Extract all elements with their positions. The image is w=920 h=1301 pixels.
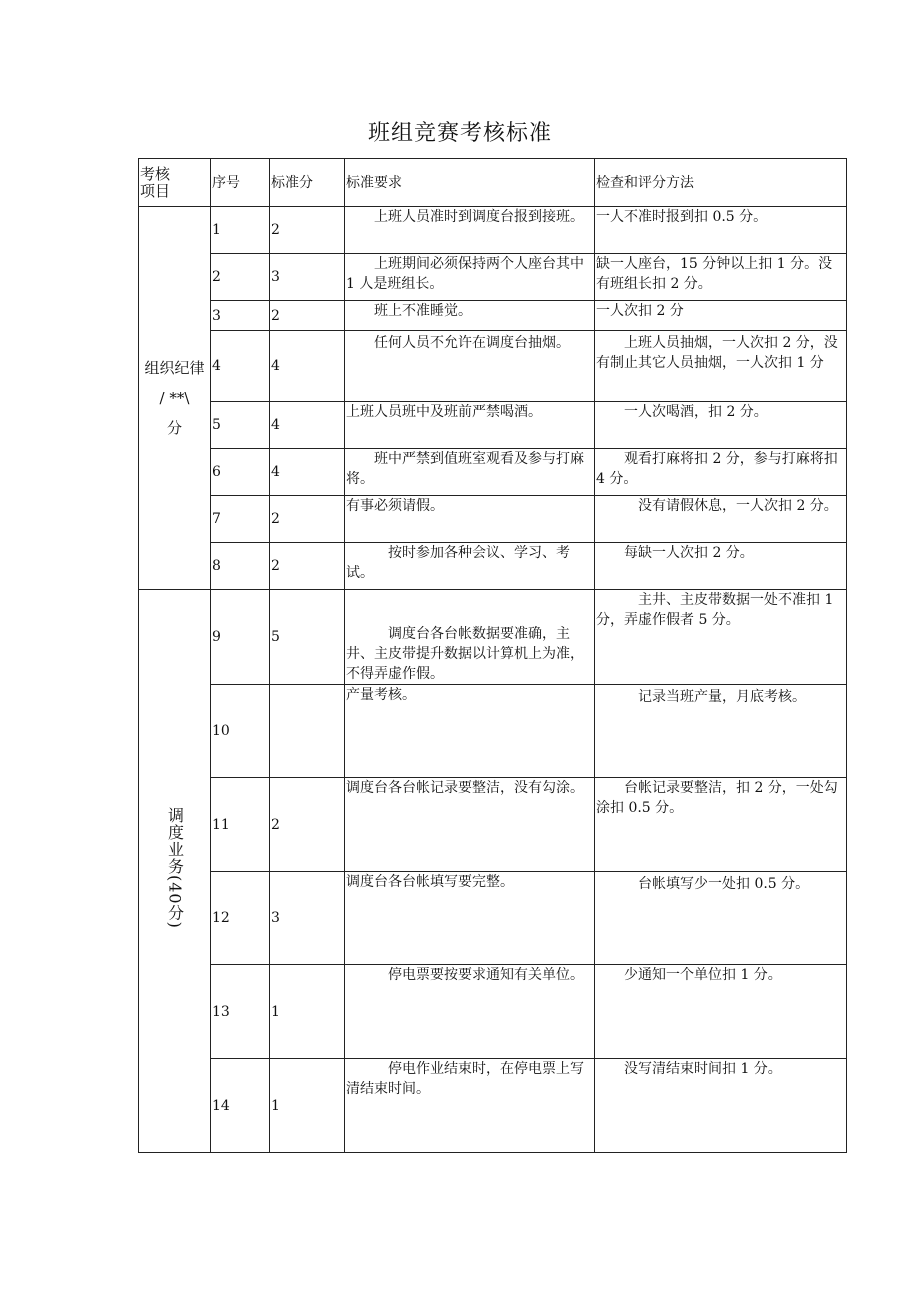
requirement-cell: 产量考核。 [345, 685, 595, 778]
table-row [139, 207, 847, 254]
requirement-cell: 停电作业结束时，在停电票上写清结束时间。 [345, 1059, 595, 1153]
category-dispatch [139, 590, 211, 1153]
seq-cell: 5 [211, 402, 270, 449]
score-cell: 5 [270, 590, 345, 685]
requirement-cell: 班上不准睡觉。 [345, 301, 595, 331]
table-row [139, 778, 847, 872]
score-cell: 4 [270, 331, 345, 402]
header-seq: 序号 [211, 159, 270, 207]
method-cell: 没写清结束时间扣 1 分。 [595, 1059, 847, 1153]
seq-cell: 6 [211, 449, 270, 496]
header-method: 检查和评分方法 [595, 159, 847, 207]
seq-cell: 4 [211, 331, 270, 402]
requirement-cell: 按时参加各种会议、学习、考试。 [345, 543, 595, 590]
score-cell [270, 685, 345, 778]
method-cell: 缺一人座台，15 分钟以上扣 1 分。没有班组长扣 2 分。 [595, 254, 847, 301]
score-cell: 3 [270, 872, 345, 965]
requirement-cell: 停电票要按要求通知有关单位。 [345, 965, 595, 1059]
category-label-line: 分 [166, 419, 182, 437]
table-row [139, 590, 847, 685]
table-row [139, 496, 847, 543]
header-category: 考核 项目 [139, 159, 211, 207]
document-title: 班组竞赛考核标准 [367, 121, 552, 146]
score-cell: 2 [270, 496, 345, 543]
requirement-cell: 任何人员不允许在调度台抽烟。 [345, 331, 595, 402]
requirement-cell: 上班期间必须保持两个人座台其中 1 人是班组长。 [345, 254, 595, 301]
seq-cell: 1 [211, 207, 270, 254]
table-row [139, 402, 847, 449]
score-cell: 4 [270, 402, 345, 449]
requirement-cell: 调度台各台帐填写要完整。 [345, 872, 595, 965]
seq-cell: 3 [211, 301, 270, 331]
requirement-cell: 调度台各台帐数据要准确，主井、主皮带提升数据以计算机上为准，不得弄虚作假。 [345, 590, 595, 685]
table-row [139, 449, 847, 496]
method-cell: 一人次扣 2 分 [595, 301, 847, 331]
method-cell: 主井、主皮带数据一处不准扣 1 分，弄虚作假者 5 分。 [595, 590, 847, 685]
table-row [139, 872, 847, 965]
requirement-cell: 调度台各台帐记录要整洁，没有勾涂。 [345, 778, 595, 872]
table-row [139, 331, 847, 402]
seq-cell: 8 [211, 543, 270, 590]
header-score: 标准分 [270, 159, 345, 207]
score-cell: 2 [270, 543, 345, 590]
seq-cell: 14 [211, 1059, 270, 1153]
table-row [139, 1059, 847, 1153]
score-cell: 1 [270, 965, 345, 1059]
method-cell: 一人次喝酒，扣 2 分。 [595, 402, 847, 449]
table-row [139, 685, 847, 778]
category-label-line: 组织纪律 [144, 359, 205, 377]
method-cell: 记录当班产量，月底考核。 [595, 685, 847, 778]
table-row [139, 254, 847, 301]
method-cell: 一人不准时报到扣 0.5 分。 [595, 207, 847, 254]
score-cell: 4 [270, 449, 345, 496]
category-label: 调度业务(40分) [165, 807, 185, 929]
score-cell: 3 [270, 254, 345, 301]
category-label-line: / **\ [159, 389, 190, 407]
seq-cell: 12 [211, 872, 270, 965]
seq-cell: 7 [211, 496, 270, 543]
method-cell: 台帐填写少一处扣 0.5 分。 [595, 872, 847, 965]
score-cell: 2 [270, 207, 345, 254]
method-cell: 没有请假休息，一人次扣 2 分。 [595, 496, 847, 543]
score-cell: 2 [270, 301, 345, 331]
score-cell: 1 [270, 1059, 345, 1153]
method-cell: 每缺一人次扣 2 分。 [595, 543, 847, 590]
score-cell: 2 [270, 778, 345, 872]
seq-cell: 10 [211, 685, 270, 778]
assessment-table [138, 158, 847, 1153]
header-requirement: 标准要求 [345, 159, 595, 207]
table-row [139, 301, 847, 331]
requirement-cell: 上班人员班中及班前严禁喝酒。 [345, 402, 595, 449]
seq-cell: 11 [211, 778, 270, 872]
method-cell: 台帐记录要整洁，扣 2 分，一处勾涂扣 0.5 分。 [595, 778, 847, 872]
requirement-cell: 班中严禁到值班室观看及参与打麻将。 [345, 449, 595, 496]
table-row [139, 965, 847, 1059]
method-cell: 观看打麻将扣 2 分，参与打麻将扣 4 分。 [595, 449, 847, 496]
table-row [139, 543, 847, 590]
seq-cell: 2 [211, 254, 270, 301]
seq-cell: 13 [211, 965, 270, 1059]
category-discipline [139, 207, 211, 590]
requirement-cell: 有事必须请假。 [345, 496, 595, 543]
requirement-cell: 上班人员准时到调度台报到接班。 [345, 207, 595, 254]
method-cell: 少通知一个单位扣 1 分。 [595, 965, 847, 1059]
header-row [139, 159, 847, 207]
method-cell: 上班人员抽烟，一人次扣 2 分，没有制止其它人员抽烟，一人次扣 1 分 [595, 331, 847, 402]
seq-cell: 9 [211, 590, 270, 685]
